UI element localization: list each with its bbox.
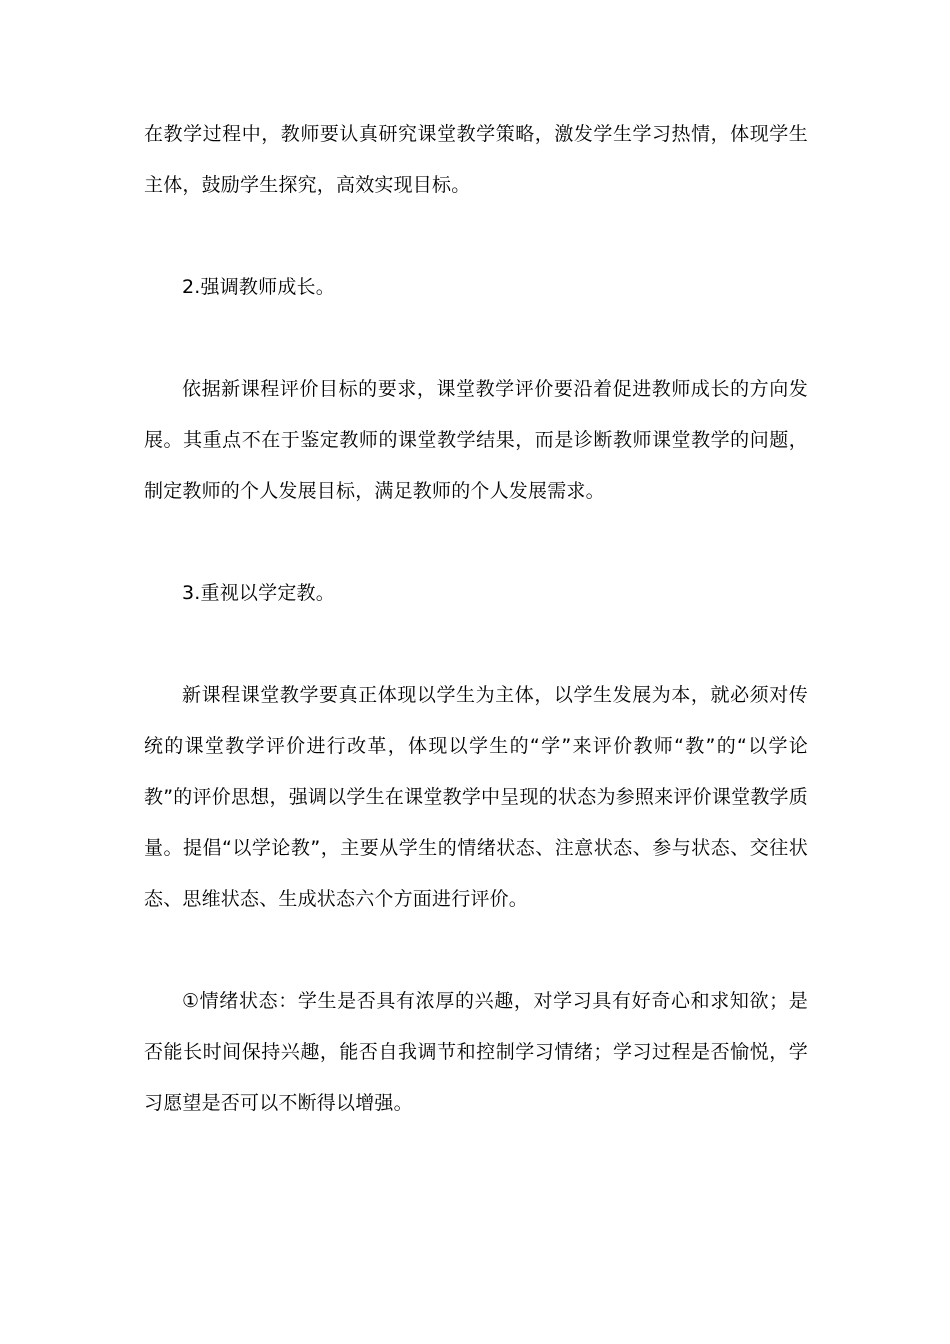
paragraph-gap — [144, 517, 808, 568]
paragraph-gap — [144, 211, 808, 262]
paragraph-gap — [144, 925, 808, 976]
heading-learning-based-teaching: 3.重视以学定教。 — [182, 582, 335, 604]
paragraph-intro: 在教学过程中，教师要认真研究课堂教学策略，激发学生学习热情，体现学生主体，鼓励学生探究，高效实现目标。 — [144, 123, 808, 196]
paragraph-learning-based-teaching: 新课程课堂教学要真正体现以学生为主体，以学生发展为本，就必须对传统的课堂教学评价进行改革，体现以学生的“学”来评价教师“教”的“以学论教”的评价思想，强调以学生在课堂教学中呈现的状态为参照来评价课堂教学质量。提倡“以学论教”，主要从学生的情绪状态、注意状态、参与状态、交往状态、思维状态、生成状态六个方面进行评价。 — [144, 684, 808, 910]
paragraph-gap — [144, 619, 808, 670]
paragraph-emotional-state: ①情绪状态：学生是否具有浓厚的兴趣，对学习具有好奇心和求知欲；是否能长时间保持兴趣，能否自我调节和控制学习情绪；学习过程是否愉悦，学习愿望是否可以不断得以增强。 — [144, 990, 808, 1114]
heading-teacher-growth: 2.强调教师成长。 — [182, 276, 335, 298]
paragraph-teacher-growth: 依据新课程评价目标的要求，课堂教学评价要沿着促进教师成长的方向发展。其重点不在于鉴定教师的课堂教学结果，而是诊断教师课堂教学的问题，制定教师的个人发展目标，满足教师的个人发展需求。 — [144, 378, 808, 502]
document-body — [144, 109, 808, 1129]
paragraph-gap — [144, 313, 808, 364]
